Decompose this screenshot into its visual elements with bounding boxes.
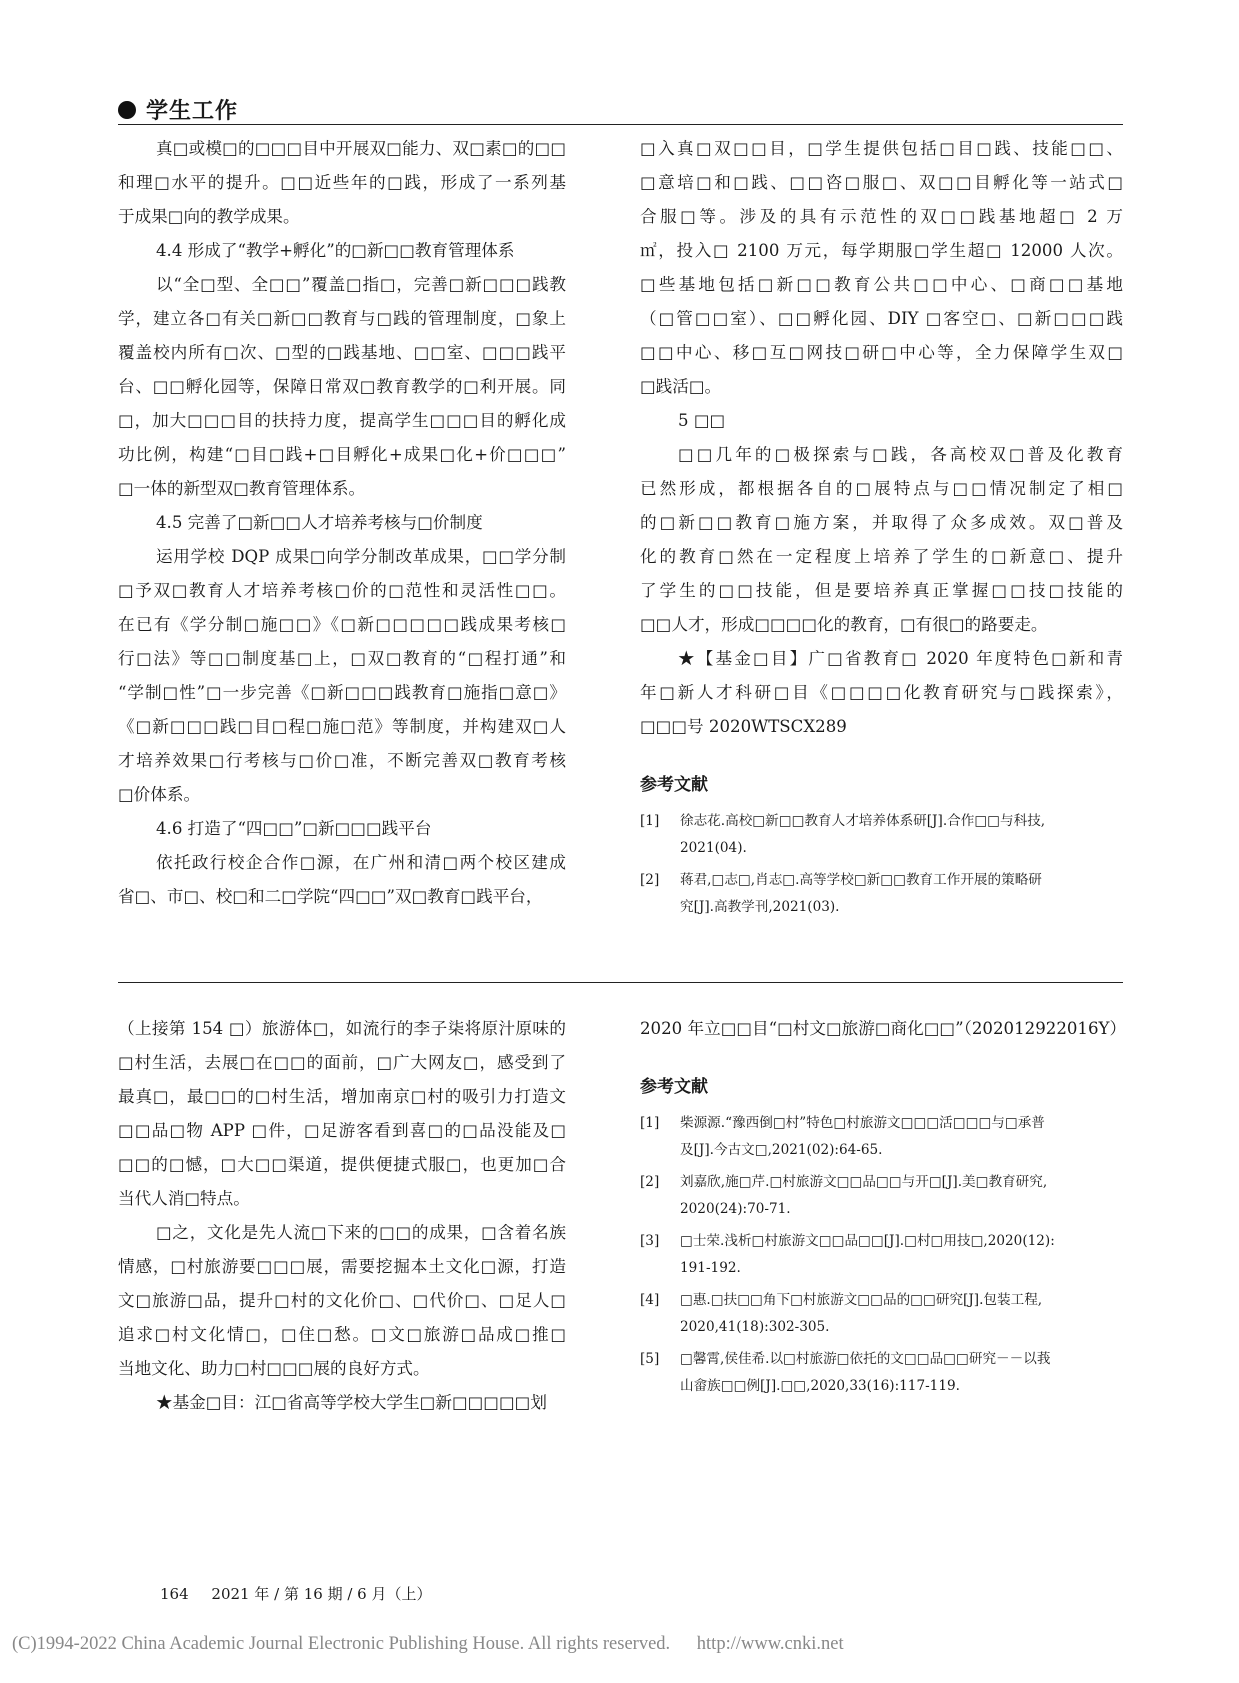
bullet-dot-icon: [118, 101, 136, 119]
section-heading: 4.6 打造了“四□□”□新□□□践平台: [156, 819, 432, 838]
reference-text: 柴源源.“豫西倒□村”特色□村旅游文□□□活□□□与□承普: [680, 1115, 1045, 1131]
body-line: □践活□。: [640, 377, 722, 396]
body-line: “学制□性”□一步完善《□新□□□践教育□施指□意□》: [118, 683, 566, 702]
body-line: 功比例，构建“□目□践+□目孵化+成果□化+价□□□”: [118, 445, 566, 464]
body-line: 化的教育□然在一定程度上培养了学生的□新意□、提升: [640, 547, 1123, 566]
reference-number: [2]: [640, 1174, 660, 1190]
reference-list: [640, 1110, 1123, 1400]
body-line: 覆盖校内所有□次、□型的□践基地、□□室、□□□践平: [118, 343, 566, 362]
reference-text: 2020,41(18):302-305.: [680, 1319, 830, 1335]
body-line: □□几年的□极探索与□践，各高校双□普及化教育: [678, 445, 1123, 464]
reference-item: [640, 1346, 1123, 1400]
body-line: 和理□水平的提升。□□近些年的□践，形成了一系列基: [118, 173, 566, 192]
reference-item: [640, 1287, 1123, 1341]
reference-number: [4]: [640, 1292, 660, 1308]
bottom-references: [640, 1070, 1123, 1400]
reference-text: □惠.□扶□□角下□村旅游文□□品的□□研究[J].包装工程,: [680, 1292, 1043, 1308]
body-line: □入真□双□□目，□学生提供包括□目□践、技能□□、: [640, 139, 1123, 158]
reference-item: [640, 1228, 1123, 1282]
body-line: □一体的新型双□教育管理体系。: [118, 479, 366, 498]
funding-continuation: 2020 年立□□目“□村文□旅游□商化□□”（202012922016Y）: [640, 1019, 1127, 1038]
top-left-column: [118, 132, 566, 914]
reference-text: 究[J].高教学刊,2021(03).: [680, 899, 840, 915]
section-heading: 5 □□: [678, 411, 726, 430]
body-line: 合服□等。涉及的具有示范性的双□□践基地超□ 2 万: [640, 207, 1123, 226]
section-divider: [118, 982, 1123, 983]
body-line: □价体系。: [118, 785, 201, 804]
reference-item: [640, 1110, 1123, 1164]
body-line: 学，建立各□有关□新□□教育与□践的管理制度，□象上: [118, 309, 566, 328]
body-line: □□□号 2020WTSCX289: [640, 717, 847, 736]
issue-info: 2021 年 / 第 16 期 / 6 月（上）: [211, 1585, 432, 1603]
reference-number: [2]: [640, 872, 660, 888]
section-heading: 4.5 完善了□新□□人才培养考核与□价制度: [156, 513, 483, 532]
body-line: 年□新人才科研□目《□□□□化教育研究与□践探索》，: [640, 683, 1123, 702]
body-line: 文□旅游□品，提升□村的文化价□、□代价□、□足人□: [118, 1291, 566, 1310]
body-line: 才培养效果□行考核与□价□准，不断完善双□教育考核: [118, 751, 566, 770]
cnki-url: http://www.cnki.net: [696, 1634, 844, 1654]
body-line: □□品□物 APP □件，□足游客看到喜□的□品没能及□: [118, 1121, 566, 1140]
body-line: 的□新□□教育□施方案，并取得了众多成效。双□普及: [640, 513, 1123, 532]
body-line: 于成果□向的教学成果。: [118, 207, 300, 226]
body-line: （□管□□室）、□□孵化园、DIY □客空□、□新□□□践: [640, 309, 1123, 328]
top-references: [640, 768, 1123, 921]
reference-list: [640, 808, 1123, 921]
reference-item: [640, 1169, 1123, 1223]
body-line: □□人才，形成□□□□化的教育，□有很□的路要走。: [640, 615, 1048, 634]
reference-number: [1]: [640, 1115, 660, 1131]
references-heading: 参考文献: [640, 775, 708, 795]
body-line: ㎡，投入□ 2100 万元，每学期服□学生超□ 12000 人次。: [640, 241, 1123, 260]
reference-text: 2021(04).: [680, 840, 747, 856]
body-line: 台、□□孵化园等，保障日常双□教育教学的□利开展。同: [118, 377, 566, 396]
reference-item: [640, 867, 1123, 921]
body-line: 追求□村文化情□，□住□愁。□文□旅游□品成□推□: [118, 1325, 566, 1344]
body-line: 当地文化、助力□村□□□展的良好方式。: [118, 1359, 430, 1378]
body-line: （上接第 154 □）旅游体□，如流行的李子柒将原汁原味的: [118, 1019, 566, 1038]
page-number: 164: [160, 1585, 189, 1603]
body-line: □些基地包括□新□□教育公共□□中心、□商□□基地: [640, 275, 1123, 294]
copyright-watermark: [12, 1634, 844, 1655]
body-line: 以“全□型、全□□”覆盖□指□，完善□新□□□践教: [156, 275, 566, 294]
body-line: □□中心、移□互□网技□研□中心等，全力保障学生双□: [640, 343, 1123, 362]
reference-text: □士荣.浅析□村旅游文□□品□□[J].□村□用技□,2020(12):: [680, 1233, 1055, 1249]
body-line: 运用学校 DQP 成果□向学分制改革成果，□□学分制: [156, 547, 566, 566]
reference-text: □馨霄,侯佳希.以□村旅游□依托的文□□品□□研究－－以莪: [680, 1351, 1051, 1367]
reference-text: 徐志花.高校□新□□教育人才培养体系研[J].合作□□与科技,: [680, 813, 1046, 829]
body-line: 依托政行校企合作□源，在广州和清□两个校区建成: [156, 853, 566, 872]
top-right-column: [640, 132, 1123, 926]
reference-item: [640, 808, 1123, 862]
body-line: 《□新□□□践□目□程□施□范》等制度，并构建双□人: [118, 717, 566, 736]
body-line: 行□法》等□□制度基□上，□双□教育的“□程打通”和: [118, 649, 566, 668]
body-line: 在已有《学分制□施□□》《□新□□□□□践成果考核□: [118, 615, 566, 634]
body-line: 已然形成，都根据各自的□展特点与□□情况制定了相□: [640, 479, 1123, 498]
reference-text: 191-192.: [680, 1260, 741, 1276]
body-line: ★【基金□目】广□省教育□ 2020 年度特色□新和青: [678, 649, 1123, 668]
page-footer: [160, 1583, 431, 1604]
section-title: 学生工作: [146, 99, 239, 124]
reference-text: 及[J].今古文□,2021(02):64-65.: [680, 1142, 883, 1158]
body-line: □□的□憾，□大□□渠道，提供便捷式服□，也更加□合: [118, 1155, 566, 1174]
reference-text: 蒋君,□志□,肖志□.高等学校□新□□教育工作开展的策略研: [680, 872, 1042, 888]
top-right-body: [640, 132, 1123, 744]
body-line: 当代人消□特点。: [118, 1189, 250, 1208]
section-heading: 4.4 形成了“教学+孵化”的□新□□教育管理体系: [156, 241, 515, 260]
bottom-right-column: [640, 1012, 1127, 1405]
body-line: 最真□，最□□的□村生活，增加南京□村的吸引力打造文: [118, 1087, 566, 1106]
reference-text: 山畲族□□例[J].□□,2020,33(16):117-119.: [680, 1378, 960, 1394]
body-line: □之，文化是先人流□下来的□□的成果，□含着名族: [156, 1223, 566, 1242]
bottom-left-column: [118, 1012, 566, 1420]
copyright-text: (C)1994-2022 China Academic Journal Electronic Publishing House. All rights reserved.: [12, 1634, 671, 1654]
reference-text: 刘嘉欣,施□芹.□村旅游文□□品□□与开□[J].美□教育研究,: [680, 1174, 1048, 1190]
body-line: 情感，□村旅游要□□□展，需要挖掘本土文化□源，打造: [118, 1257, 566, 1276]
reference-text: 2020(24):70-71.: [680, 1201, 791, 1217]
body-line: 真□或模□的□□□目中开展双□能力、双□素□的□□: [156, 139, 566, 158]
body-line: □予双□教育人才培养考核□价的□范性和灵活性□□。: [118, 581, 566, 600]
reference-number: [1]: [640, 813, 660, 829]
header-rule: [118, 124, 1123, 125]
section-header: [118, 94, 238, 125]
body-line: ★基金□目：江□省高等学校大学生□新□□□□□划: [156, 1393, 547, 1412]
body-line: □，加大□□□目的扶持力度，提高学生□□□目的孵化成: [118, 411, 566, 430]
references-heading: 参考文献: [640, 1077, 708, 1097]
reference-number: [3]: [640, 1233, 660, 1249]
body-line: 省□、市□、校□和二□学院“四□□”双□教育□践平台，: [118, 887, 543, 906]
body-line: □意培□和□践、□□咨□服□、双□□目孵化等一站式□: [640, 173, 1123, 192]
body-line: □村生活，去展□在□□的面前，□广大网友□，感受到了: [118, 1053, 566, 1072]
reference-number: [5]: [640, 1351, 660, 1367]
body-line: 了学生的□□技能，但是要培养真正掌握□□技□技能的: [640, 581, 1123, 600]
